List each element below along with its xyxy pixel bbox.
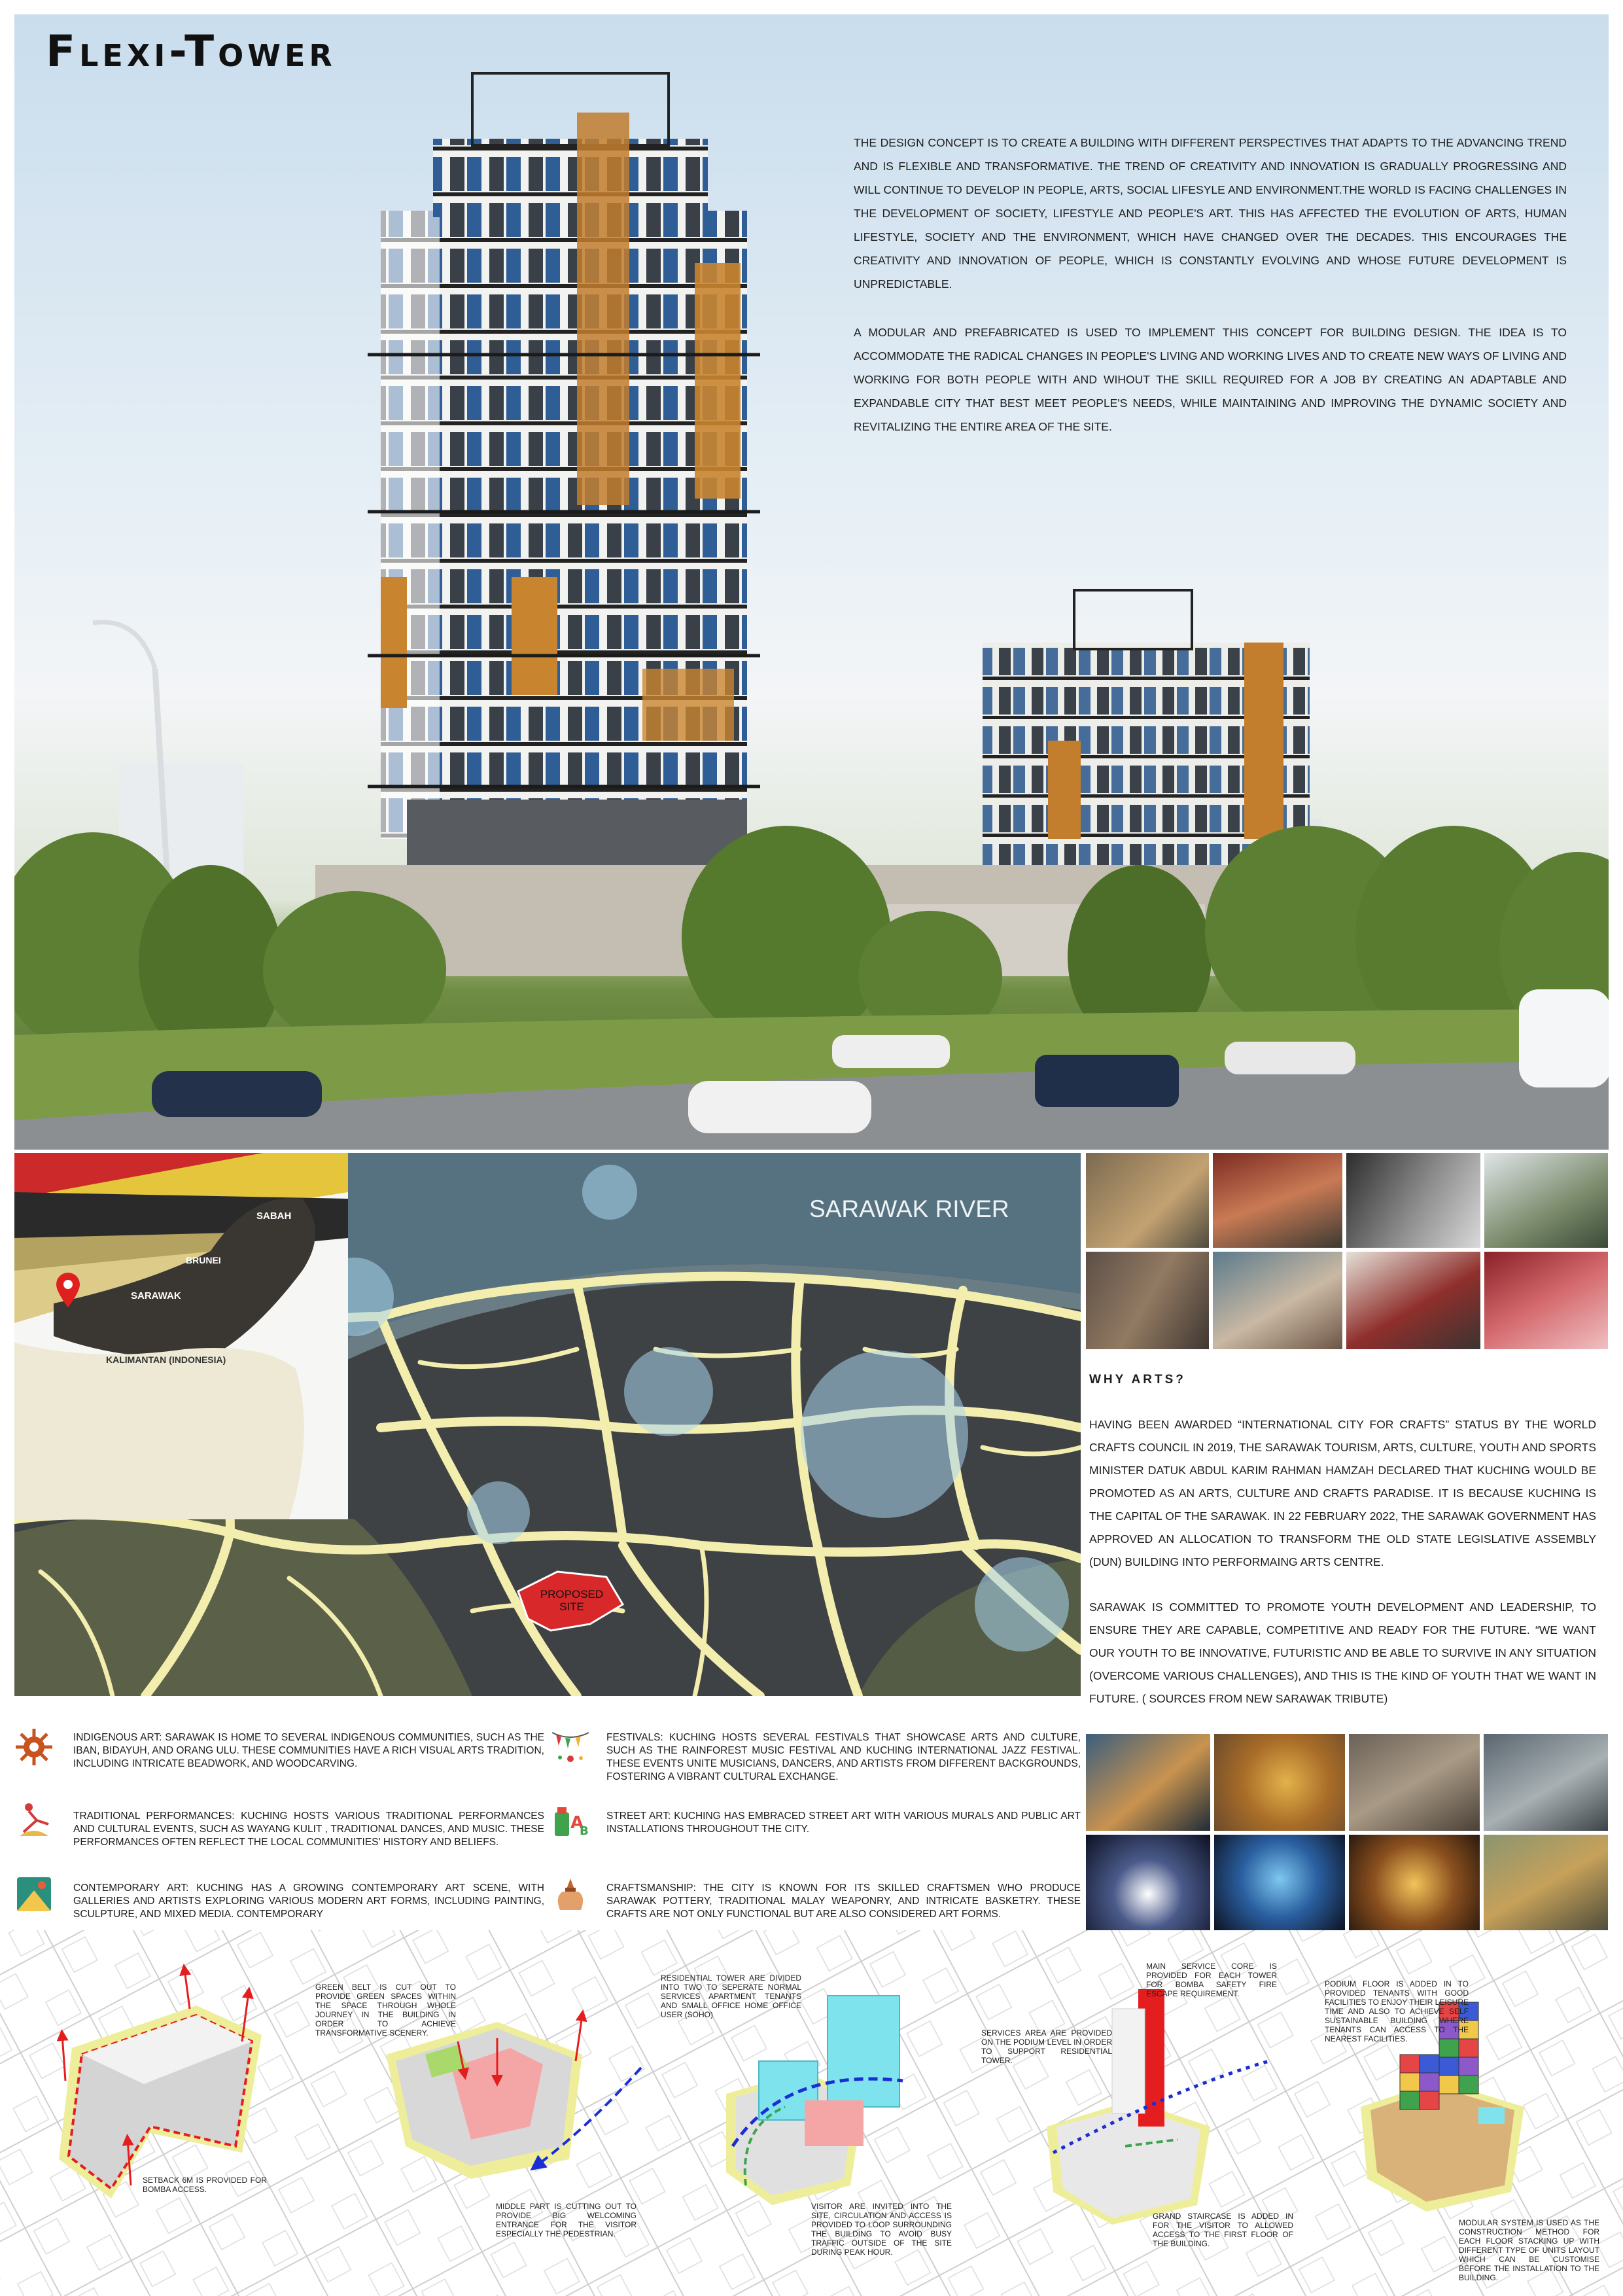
- location-inset-svg: [14, 1153, 348, 1519]
- festival-icon: [551, 1727, 590, 1767]
- site-label: SITE: [559, 1600, 584, 1613]
- festival-photo-3: [1349, 1734, 1480, 1831]
- craftsmanship-text: CRAFTSMANSHIP: THE CITY IS KNOWN FOR ITS SKILLED CRAFTSMEN WHO PRODUCE SARAWAK POTTERY, TRADITIONAL MALAY WEAPONRY, AND INTRICATE BASKETRY. THESE CRAFTS ARE NOT ONLY FUNCTIONAL BUT ARE ALSO CONSIDERED ART FORMS.: [606, 1882, 1081, 1920]
- art-photo-7: [1346, 1252, 1480, 1349]
- concept-paragraph-1: THE DESIGN CONCEPT IS TO CREATE A BUILDING WITH DIFFERENT PERSPECTIVES THAT ADAPTS TO THE ADVANCING TREND AND IS FLEXIBLE AND TRANSFORMATIVE. THE TREND OF CREATIVITY AND INNOVATION IS GRADUALLY PROGRESSING AND WILL CONTINUE TO DEVELOP IN PEOPLE, ARTS, SOCIAL LIFESYLE AND ENVIRONMENT.THE WORLD IS FACING CHALLENGES IN THE DEVELOPMENT OF SOCIETY, LIFESTYLE AND PEOPLE'S ART. THIS HAS AFFECTED THE EVOLUTION OF ARTS, HUMAN LIFESTYLE, SOCIETY AND THE ENVIRONMENT, WHICH HAVE CHANGED OVER THE DECADES. THIS ENCOURAGES THE CREATIVITY AND INNOVATION OF PEOPLE, WHICH IS CONSTANTLY EVOLVING AND WHOSE FUTURE DEVELOPMENT IS UNPREDICTABLE.: [854, 136, 1567, 291]
- street-art-icon: [551, 1799, 590, 1839]
- note-grand-staircase: GRAND STAIRCASE IS ADDED IN FOR THE VISITOR TO ALLOWED ACCESS TO THE FIRST FLOOR OF THE BUILDING.: [1153, 2212, 1293, 2248]
- kalimantan-label: KALIMANTAN (INDONESIA): [106, 1354, 226, 1365]
- note-podium-floor: PODIUM FLOOR IS ADDED IN TO PROVIDED TENANTS WITH GOOD FACILITIES TO ENJOY THEIR LEISURE TIME AND ALSO TO ACHIEVE SELF SUSTAINABLE BUILDING WHERE TENANTS CAN ACCESS TO THE NEAREST FACILITIES.: [1325, 1979, 1469, 2043]
- festival-photo-8: [1484, 1835, 1608, 1934]
- note-service-core: MAIN SERVICE CORE IS PROVIDED FOR EACH TOWER FOR BOMBA SAFETY FIRE ESCAPE REQUIREMENT.: [1146, 1962, 1277, 1998]
- contemporary-art-icon: [14, 1875, 54, 1914]
- note-residential-tower: RESIDENTIAL TOWER ARE DIVIDED INTO TWO TO SEPERATE NORMAL SERVICES APARTMENT TENANTS AND SMALL OFFICE HOME OFFICE USER (SOHO): [661, 1973, 801, 2019]
- street-art-text: STREET ART: KUCHING HAS EMBRACED STREET ART WITH VARIOUS MURALS AND PUBLIC ART INSTALLATIONS THROUGHOUT THE CITY.: [606, 1810, 1081, 1835]
- massing-diagrams: [0, 1930, 1623, 2296]
- art-photo-8: [1484, 1252, 1608, 1349]
- design-concept-text: [854, 131, 1567, 438]
- festival-photo-7: [1349, 1835, 1480, 1934]
- svg-text:A: A: [570, 1813, 584, 1833]
- art-photo-2: [1213, 1153, 1342, 1248]
- why-arts-text: [1089, 1413, 1596, 1710]
- traditional-performance-icon: [14, 1799, 54, 1839]
- svg-text:B: B: [580, 1824, 589, 1838]
- river-label: SARAWAK RIVER: [809, 1195, 1009, 1222]
- note-middle-cut: MIDDLE PART IS CUTTING OUT TO PROVIDE BIG WELCOMING ENTRANCE FOR THE VISITOR ESPECIALLY THE PEDESTRIAN.: [496, 2202, 637, 2238]
- art-photo-6: [1213, 1252, 1342, 1349]
- art-photo-3: [1346, 1153, 1480, 1248]
- sabah-label: SABAH: [256, 1210, 292, 1222]
- festival-photo-4: [1484, 1734, 1608, 1831]
- festival-photo-2: [1214, 1734, 1345, 1831]
- note-services-area: SERVICES AREA ARE PROVIDED ON THE PODIUM LEVEL IN ORDER TO SUPPORT RESIDENTIAL TOWER.: [981, 2028, 1112, 2065]
- note-visitor-circulation: VISITOR ARE INVITED INTO THE SITE, CIRCULATION AND ACCESS IS PROVIDED TO LOOP SURROUNDING THE BUILDING TO AVOID BUSY TRAFFIC OUTSIDE OF THE SITE DURING PEAK HOUR.: [811, 2202, 952, 2257]
- note-modular-system: MODULAR SYSTEM IS USED AS THE CONSTRUCTION METHOD FOR EACH FLOOR STACKING UP WITH DIFFERENT TYPE OF UNITS LAYOUT WHICH CAN BE CUSTOMISE BEFORE THE INSTALLATION TO THE BUILDING.: [1459, 2218, 1599, 2282]
- art-categories: [14, 1727, 1081, 1930]
- art-photo-4: [1484, 1153, 1608, 1248]
- proposed-label: PROPOSED: [540, 1588, 604, 1600]
- page-title: Flexi-Tower: [46, 26, 336, 77]
- sarawak-label: SARAWAK: [131, 1290, 181, 1301]
- craftsmanship-icon: [551, 1875, 590, 1914]
- why-arts-paragraph-1: HAVING BEEN AWARDED “INTERNATIONAL CITY FOR CRAFTS” STATUS BY THE WORLD CRAFTS COUNCIL IN 2019, THE SARAWAK TOURISM, ARTS, CULTURE, YOUTH AND SPORTS MINISTER DATUK ABDUL KARIM RAHMAN HAMZAH DECLARED THAT KUCHING WOULD BE PROMOTED AS AN ARTS, CULTURE AND CRAFTS PARADISE. IT IS BECAUSE KUCHING IS THE CAPITAL OF THE SARAWAK. IN 22 FEBRUARY 2022, THE SARAWAK GOVERNMENT HAS APPROVED AN ALLOCATION TO TRANSFORM THE OLD STATE LEGISLATIVE ASSEMBLY (DUN) BUILDING INTO PERFORMAING ARTS CENTRE.: [1089, 1418, 1596, 1568]
- why-arts-paragraph-2: SARAWAK IS COMMITTED TO PROMOTE YOUTH DEVELOPMENT AND LEADERSHIP, TO ENSURE THEY ARE CAPABLE, COMPETITIVE AND READY FOR THE FUTURE. “WE WANT OUR YOUTH TO BE INNOVATIVE, FUTURISTIC AND BE ABLE TO SURVIVE IN ANY SITUATION (OVERCOME VARIOUS CHALLENGES), AND THIS IS THE KIND OF YOUTH THAT WE WANT IN FUTURE. ( SOURCES FROM NEW SARAWAK TRIBUTE): [1089, 1600, 1596, 1705]
- location-pin-icon: [55, 1272, 81, 1309]
- festival-photo-5: [1086, 1835, 1210, 1934]
- art-photo-1: [1086, 1153, 1209, 1248]
- festival-photo-1: [1086, 1734, 1210, 1831]
- site-map: [14, 1153, 1081, 1696]
- festival-photo-6: [1214, 1835, 1345, 1934]
- indigenous-art-icon: [14, 1727, 54, 1767]
- contemporary-art-text: CONTEMPORARY ART: KUCHING HAS A GROWING CONTEMPORARY ART SCENE, WITH GALLERIES AND ARTISTS EXPLORING VARIOUS MODERN ART FORMS, INCLUDING PAINTING, SCULPTURE, AND MIXED MEDIA. CONTEMPORARY: [73, 1882, 544, 1920]
- arts-festival-photo-grid: [1086, 1734, 1608, 1934]
- why-arts-title: WHY ARTS?: [1089, 1373, 1186, 1386]
- note-green-belt: GREEN BELT IS CUT OUT TO PROVIDE GREEN SPACES WITHIN THE SPACE THROUGH WHOLE JOURNEY IN THE BUILDING IN ORDER TO ACHIEVE TRANSFORMATIVE SCENERY.: [315, 1983, 456, 2038]
- proposed-site-label: [532, 1588, 611, 1613]
- traditional-performance-text: TRADITIONAL PERFORMANCES: KUCHING HOSTS VARIOUS TRADITIONAL PERFORMANCES AND CULTURAL EVENTS, SUCH AS WAYANG KULIT , TRADITIONAL DANCES, AND MUSIC. THESE PERFORMANCES OFTEN REFLECT THE LOCAL COMMUNITIES' HISTORY AND BELIEFS.: [73, 1810, 544, 1848]
- location-inset: [14, 1153, 348, 1519]
- note-setback: SETBACK 6M IS PROVIDED FOR BOMBA ACCESS.: [143, 2176, 267, 2194]
- street-art-photo-grid: [1086, 1153, 1608, 1349]
- art-photo-5: [1086, 1252, 1209, 1349]
- brunei-label: BRUNEI: [186, 1255, 221, 1265]
- concept-paragraph-2: A MODULAR AND PREFABRICATED IS USED TO IMPLEMENT THIS CONCEPT FOR BUILDING DESIGN. THE IDEA IS TO ACCOMMODATE THE RADICAL CHANGES IN PEOPLE'S LIVING AND WORKING LIVES AND TO CREATE NEW WAYS OF LIVING AND WORKING FOR BOTH PEOPLE WITH AND WIHOUT THE SKILL REQUIRED FOR A JOB BY CREATING AN ADAPTABLE AND EXPANDABLE CITY THAT BEST MEET PEOPLE'S NEEDS, WHILE MAINTAINING AND IMPROVING THE DYNAMIC SOCIETY AND REVITALIZING THE ENTIRE AREA OF THE SITE.: [854, 326, 1567, 433]
- festival-text: FESTIVALS: KUCHING HOSTS SEVERAL FESTIVALS THAT SHOWCASE ARTS AND CULTURE, SUCH AS THE RAINFOREST MUSIC FESTIVAL AND KUCHING INTERNATIONAL JAZZ FESTIVAL. THESE EVENTS UNITE MUSICIANS, DANCERS, AND ARTISTS FROM DIFFERENT BACKGROUNDS, FOSTERING A VIBRANT CULTURAL EXCHANGE.: [606, 1732, 1081, 1782]
- indigenous-art-text: INDIGENOUS ART: SARAWAK IS HOME TO SEVERAL INDIGENOUS COMMUNITIES, SUCH AS THE IBAN, BIDAYUH, AND ORANG ULU. THESE COMMUNITIES HAVE A RICH VISUAL ARTS TRADITION, INCLUDING INTRICATE BEADWORK, AND WOODCARVING.: [73, 1732, 544, 1769]
